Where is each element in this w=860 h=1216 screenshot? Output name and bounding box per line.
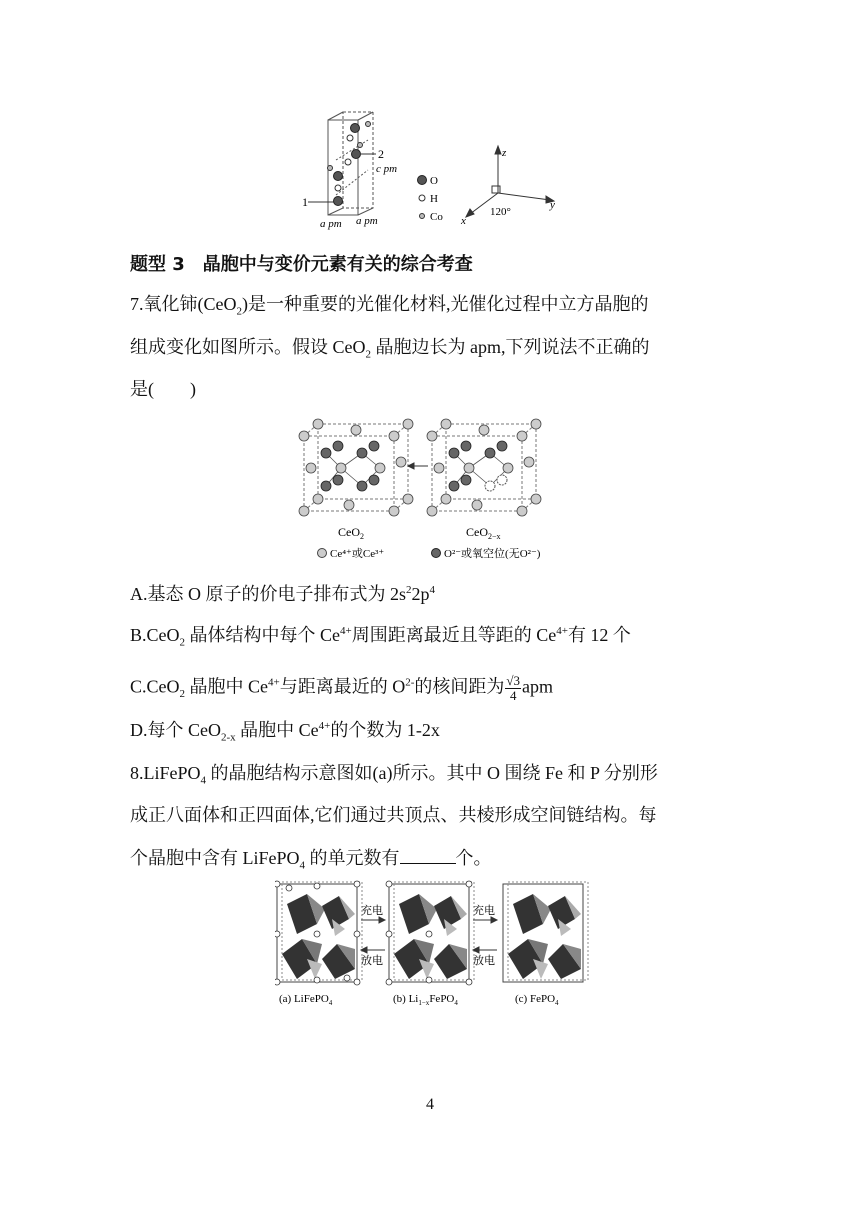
label-a-pm-1: a pm — [320, 218, 342, 230]
arrow-discharge-1: 放电 — [361, 955, 383, 967]
page-number: 4 — [426, 1096, 434, 1113]
label-1: 1 — [302, 195, 308, 209]
lifepo4-figure — [275, 880, 595, 1010]
label-2: 2 — [378, 147, 384, 161]
ceo2-x-label: CeO$_{2-x}$ — [466, 525, 501, 541]
axis-z: z — [502, 147, 507, 159]
axis-y: y — [550, 199, 555, 211]
q7-line2: 组成变化如图所示。假设 CeO$_2$ 晶胞边长为 apm,下列说法不正确的 — [130, 337, 650, 361]
ceo2-label: CeO$_2$ — [338, 525, 364, 541]
legend-O: O — [430, 175, 438, 187]
label-c-pm: c pm — [376, 163, 398, 175]
arrow-charge-2: 充电 — [473, 905, 495, 917]
axis-x: x — [461, 215, 466, 227]
answer-blank[interactable] — [400, 847, 456, 864]
section-heading: 题型 3 晶胞中与变价元素有关的综合考查 — [130, 254, 473, 275]
caption-c: (c) FePO$_4$ — [515, 993, 559, 1007]
legend-Co: Co — [430, 211, 443, 223]
caption-b: (b) $Li_{1-x}FePO_4$ — [393, 993, 458, 1007]
label-a-pm-2: a pm — [356, 215, 378, 227]
q7-option-c: C.CeO$_2$ 晶胞中 $Ce^{4+}$与距离最近的 $O^{2-}$的核间距为 $\frac{√3}{4}$ apm — [130, 673, 554, 703]
q8-line2: 成正八面体和正四面体,它们通过共顶点、共棱形成空间链结构。每 — [130, 805, 657, 825]
arrow-charge-1: 充电 — [361, 905, 383, 917]
arrow-discharge-2: 放电 — [473, 955, 495, 967]
legend-H: H — [430, 193, 438, 205]
legend-o: O²⁻或氧空位(无O²⁻) — [444, 548, 541, 560]
caption-a: (a) LiFePO$_4$ — [279, 993, 333, 1007]
crystal-cell-figure-1 — [298, 110, 568, 235]
q7-option-d: D.每个 CeO$_{2-x}$ 晶胞中 $Ce^{4+}$的个数为 1-2x — [130, 720, 440, 744]
q7-option-b: B.CeO$_2$ 晶体结构中每个 $Ce^{4+}$周围距离最近且等距的 $Ce^{4+}$有 12 个 — [130, 625, 631, 649]
legend-ce: Ce⁴⁺或Ce³⁺ — [330, 548, 385, 560]
q7-option-a: A.基态 O 原子的价电子排布式为 $2s^22p^4$ — [130, 584, 436, 604]
angle-label: 120° — [490, 206, 511, 218]
q7-line1: 7.氧化铈(CeO$_2$)是一种重要的光催化材料,光催化过程中立方晶胞的 — [130, 294, 649, 318]
q8-line3: 个晶胞中含有 LiFePO$_4$ 的单元数有 个。 — [130, 848, 492, 872]
ceo2-cell-figure — [296, 418, 566, 568]
q7-line3: 是( ) — [130, 379, 196, 399]
fraction-sqrt3-over-4: $\frac{√3}{4}$ — [506, 673, 521, 703]
q8-line1: 8.LiFePO$_4$ 的晶胞结构示意图如(a)所示。其中 O 围绕 Fe 和 P 分别形 — [130, 763, 658, 787]
